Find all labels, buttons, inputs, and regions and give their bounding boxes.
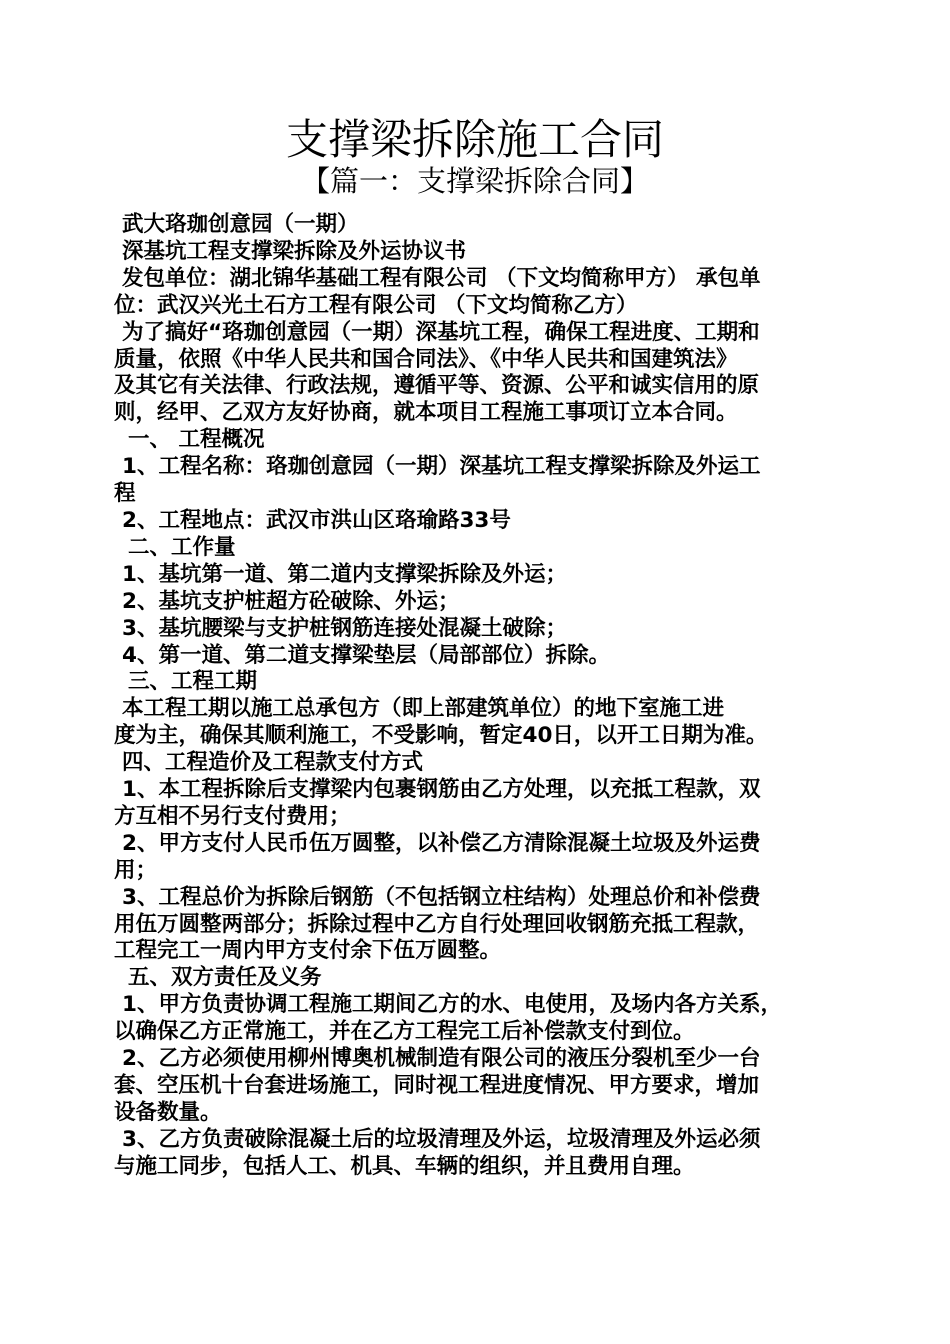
clause-line: 方互相不另行支付费用； <box>114 803 351 829</box>
clause-line: 套、空压机十台套进场施工，同时视工程进度情况、甲方要求，增加 <box>114 1073 760 1098</box>
clause-line: 程 <box>114 481 136 507</box>
document-title: 支撑梁拆除施工合同 <box>285 115 664 164</box>
agreement-title-line: 深基坑工程支撑梁拆除及外运协议书 <box>122 238 467 264</box>
document-subtitle: 【篇一：支撑梁拆除合同】 <box>300 164 649 198</box>
clause-line: 工程完工一周内甲方支付余下伍万圆整。 <box>114 938 502 964</box>
clause-line: 3、乙方负责破除混凝土后的垃圾清理及外运，垃圾清理及外运必须 <box>122 1126 761 1152</box>
section-heading: 五、双方责任及义务 <box>128 965 322 991</box>
project-name-line: 武大珞珈创意园（一期） <box>122 212 359 237</box>
section-heading: 二、工作量 <box>128 534 236 560</box>
clause-line: 用伍万圆整两部分；拆除过程中乙方自行处理回收钢筋充抵工程款， <box>114 911 760 937</box>
clause-line: 与施工同步，包括人工、机具、车辆的组织，并且费用自理。 <box>114 1153 695 1179</box>
clause-line: 本工程工期以施工总承包方（即上部建筑单位）的地下室施工进 <box>122 696 725 722</box>
clause-line: 设备数量。 <box>114 1099 222 1125</box>
clause-line: 用； <box>114 857 158 883</box>
preamble-line: 质量，依照《中华人民共和国合同法》、《中华人民共和国建筑法》 <box>114 346 738 372</box>
clause-line: 1、基坑第一道、第二道内支撑梁拆除及外运； <box>122 561 567 587</box>
clause-line: 3、工程总价为拆除后钢筋（不包括钢立柱结构）处理总价和补偿费 <box>122 884 761 910</box>
contract-body <box>114 212 844 1181</box>
clause-line: 1、本工程拆除后支撑梁内包裹钢筋由乙方处理，以充抵工程款，双 <box>122 777 761 803</box>
preamble-line: 及其它有关法律、行政法规，遵循平等、资源、公平和诚实信用的原 <box>114 373 760 399</box>
section-heading: 三、工程工期 <box>128 669 258 695</box>
section-heading: 一、 工程概况 <box>128 427 265 453</box>
clause-line: 1、工程名称：珞珈创意园（一期）深基坑工程支撑梁拆除及外运工 <box>122 454 761 480</box>
clause-line: 3、基坑腰梁与支护桩钢筋连接处混凝土破除； <box>122 615 567 641</box>
clause-line: 度为主，确保其顺利施工，不受影响，暂定40日，以开工日期为准。 <box>114 723 768 749</box>
clause-line: 以确保乙方正常施工，并在乙方工程完工后补偿款支付到位。 <box>114 1019 695 1045</box>
preamble-line: 则，经甲、乙双方友好协商，就本项目工程施工事项订立本合同。 <box>114 400 738 426</box>
clause-line: 2、甲方支付人民币伍万圆整，以补偿乙方清除混凝土垃圾及外运费 <box>122 830 761 856</box>
clause-line: 4、第一道、第二道支撑梁垫层（局部部位）拆除。 <box>122 642 610 668</box>
clause-line: 2、工程地点：武汉市洪山区珞瑜路33号 <box>122 507 511 533</box>
party-line: 发包单位：湖北锦华基础工程有限公司 （下文均简称甲方） 承包单 <box>122 265 761 291</box>
clause-line: 2、基坑支护桩超方砼破除、外运； <box>122 588 460 614</box>
clause-line: 2、乙方必须使用柳州博奥机械制造有限公司的液压分裂机至少一台 <box>122 1046 761 1072</box>
party-line: 位：武汉兴光土石方工程有限公司 （下文均简称乙方） <box>114 292 638 318</box>
preamble-line: 为了搞好“珞珈创意园（一期）深基坑工程，确保工程进度、工期和 <box>122 319 760 345</box>
section-heading: 四、工程造价及工程款支付方式 <box>122 750 424 776</box>
clause-line: 1、甲方负责协调工程施工期间乙方的水、电使用，及场内各方关系， <box>122 992 782 1018</box>
